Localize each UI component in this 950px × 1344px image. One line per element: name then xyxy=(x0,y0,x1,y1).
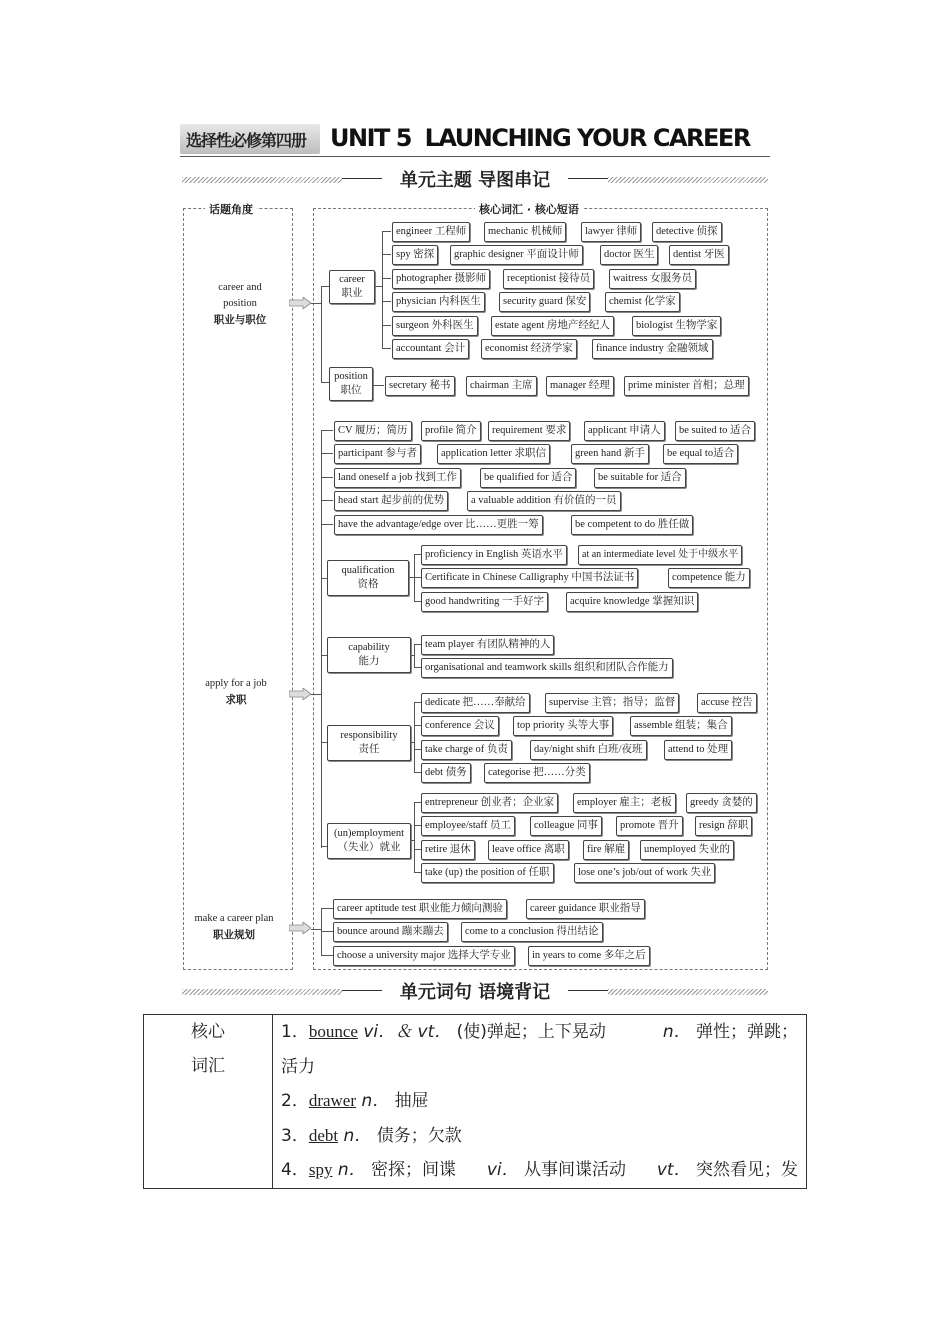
topic-career-plan xyxy=(184,911,284,944)
topic-en: career and position xyxy=(218,282,262,309)
vocab-item: have the advantage/edge over 比……更胜一筹 xyxy=(334,515,543,535)
vocab-item: organisational and teamwork skills 组织和团队合作能力 xyxy=(421,658,673,678)
vocab-item: categorise 把……分类 xyxy=(484,763,590,783)
vocab-item: resign 辞职 xyxy=(695,816,752,836)
vocab-entry: 1．bounce vi．＆ vt． (使)弹起；上下晃动 n． 弹性；弹跳； xyxy=(281,1022,798,1042)
vocab-table-label: 核心 词汇 xyxy=(144,1015,273,1189)
vocab-item: dentist 牙医 xyxy=(669,245,729,265)
vocab-item: colleague 同事 xyxy=(530,816,602,836)
vocab-item: team player 有团队精神的人 xyxy=(421,635,554,655)
vocab-item: good handwriting 一手好字 xyxy=(421,592,548,612)
vocab-table xyxy=(143,1014,807,1189)
vocab-item: profile 简介 xyxy=(421,421,481,441)
vocab-item: applicant 申请人 xyxy=(584,421,665,441)
vocab-item: career aptitude test 职业能力倾向测验 xyxy=(333,899,507,919)
section-heading-vocab xyxy=(182,980,768,1006)
vocab-item: competence 能力 xyxy=(668,568,750,588)
vocab-item: waitress 女服务员 xyxy=(609,269,696,289)
vocab-entry: 2．drawer n． 抽屉 xyxy=(281,1091,429,1111)
vocab-item: attend to 处理 xyxy=(664,740,732,760)
category-qualification: qualification 资格 xyxy=(327,560,409,596)
vocab-item: head start 起步前的优势 xyxy=(334,491,448,511)
topic-header: 话题角度 xyxy=(205,201,257,217)
vocab-item: unemployed 失业的 xyxy=(640,840,734,860)
section-title-vocab: 单元词句 语境背记 xyxy=(382,982,568,1003)
vocab-item: entrepreneur 创业者；企业家 xyxy=(421,793,558,813)
vocab-item: conference 会议 xyxy=(421,716,499,736)
vocab-item: employer 雇主；老板 xyxy=(573,793,676,813)
vocab-item: surgeon 外科医生 xyxy=(392,316,478,336)
unit-title: UNIT 5 LAUNCHING YOUR CAREER xyxy=(330,124,750,152)
vocab-item: be equal to适合 xyxy=(663,444,738,464)
vocab-item: manager 经理 xyxy=(546,376,614,396)
vocab-item: requirement 要求 xyxy=(488,421,570,441)
vocab-item: finance industry 金融领域 xyxy=(592,339,713,359)
category-employment: (un)employment （失业）就业 xyxy=(327,823,411,859)
vocab-item: land oneself a job 找到工作 xyxy=(334,468,461,488)
vocab-item: receptionist 接待员 xyxy=(503,269,594,289)
arrow-right-icon xyxy=(289,922,311,934)
vocab-item: fire 解雇 xyxy=(583,840,629,860)
book-label xyxy=(180,124,320,154)
vocab-item: Certificate in Chinese Calligraphy 中国书法证书 xyxy=(421,568,638,588)
vocab-item: be qualified for 适合 xyxy=(480,468,576,488)
vocab-item: be competent to do 胜任做 xyxy=(571,515,693,535)
topic-en: apply for a job xyxy=(205,678,267,689)
topic-zh: 求职 xyxy=(225,694,247,706)
vocab-item: engineer 工程师 xyxy=(392,222,470,242)
vocab-entry: 3．debt n． 债务；欠款 xyxy=(281,1125,462,1146)
vocab-item: promote 晋升 xyxy=(616,816,683,836)
vocab-item: a valuable addition 有价值的一员 xyxy=(467,491,621,511)
vocab-item: biologist 生物学家 xyxy=(632,316,721,336)
category-capability: capability 能力 xyxy=(327,637,411,673)
vocab-item: security guard 保安 xyxy=(499,292,590,312)
vocab-item: participant 参与者 xyxy=(334,444,421,464)
vocab-item: greedy 贪婪的 xyxy=(686,793,757,813)
vocab-item: photographer 摄影师 xyxy=(392,269,490,289)
topic-apply-job xyxy=(186,676,286,709)
topic-career-position xyxy=(190,280,290,329)
arrow-right-icon xyxy=(289,688,311,700)
vocab-item: day/night shift 白班/夜班 xyxy=(530,740,647,760)
vocab-item: chairman 主席 xyxy=(466,376,537,396)
vocab-entry-cont: 活力 xyxy=(281,1056,315,1077)
vocab-item: career guidance 职业指导 xyxy=(526,899,645,919)
vocab-item: prime minister 首相；总理 xyxy=(624,376,749,396)
vocab-item: lose one’s job/out of work 失业 xyxy=(574,863,715,883)
vocab-item: estate agent 房地产经纪人 xyxy=(491,316,614,336)
vocab-item: doctor 医生 xyxy=(600,245,658,265)
vocab-item: application letter 求职信 xyxy=(437,444,550,464)
vocab-item: assemble 组装；集合 xyxy=(630,716,732,736)
vocab-item: spy 密探 xyxy=(392,245,438,265)
vocab-item: accuse 控告 xyxy=(697,693,757,713)
vocab-item: take (up) the position of 任职 xyxy=(421,863,554,883)
vocab-item: acquire knowledge 掌握知识 xyxy=(566,592,698,612)
vocab-item: come to a conclusion 得出结论 xyxy=(461,922,603,942)
vocab-item: chemist 化学家 xyxy=(605,292,680,312)
vocab-item: dedicate 把……奉献给 xyxy=(421,693,530,713)
vocab-item: green hand 新手 xyxy=(571,444,649,464)
vocab-item: in years to come 多年之后 xyxy=(528,946,650,966)
vocab-item: be suitable for 适合 xyxy=(594,468,686,488)
vocab-entries xyxy=(273,1015,807,1189)
section-heading-mindmap xyxy=(182,168,768,194)
vocab-item: detective 侦探 xyxy=(652,222,722,242)
topic-zh: 职业规划 xyxy=(213,929,255,941)
vocab-item: lawyer 律师 xyxy=(581,222,641,242)
book-label-text: 选择性必修第四册 xyxy=(186,131,307,150)
category-career: career 职业 xyxy=(329,270,375,304)
vocab-item: debt 债务 xyxy=(421,763,471,783)
vocab-item: physician 内科医生 xyxy=(392,292,485,312)
vocab-item: employee/staff 员工 xyxy=(421,816,515,836)
vocab-item: leave office 离职 xyxy=(488,840,569,860)
category-responsibility: responsibility 责任 xyxy=(327,725,411,761)
vocab-item: mechanic 机械师 xyxy=(484,222,566,242)
vocab-item: CV 履历；简历 xyxy=(334,421,412,441)
vocab-item: choose a university major 选择大学专业 xyxy=(333,946,515,966)
vocab-item: at an intermediate level 处于中级水平 xyxy=(578,545,742,565)
topic-en: make a career plan xyxy=(194,913,274,924)
vocab-item: supervise 主管；指导；监督 xyxy=(545,693,679,713)
vocab-item: proficiency in English 英语水平 xyxy=(421,545,567,565)
arrow-right-icon xyxy=(289,297,311,309)
vocab-item: retire 退休 xyxy=(421,840,475,860)
category-position: position 职位 xyxy=(329,367,373,401)
vocab-item: top priority 头等大事 xyxy=(513,716,613,736)
section-title-mindmap: 单元主题 导图串记 xyxy=(382,170,568,191)
vocab-item: graphic designer 平面设计师 xyxy=(450,245,583,265)
vocab-header: 核心词汇 · 核心短语 xyxy=(475,201,583,217)
topic-zh: 职业与职位 xyxy=(213,314,267,326)
vocab-item: secretary 秘书 xyxy=(385,376,455,396)
vocab-item: economist 经济学家 xyxy=(481,339,577,359)
vocab-item: bounce around 蹦来蹦去 xyxy=(333,922,448,942)
vocab-entry: 4．spy n． 密探；间谍 vi． 从事间谍活动 vt． 突然看见；发 xyxy=(281,1160,798,1180)
header-rule xyxy=(180,156,770,157)
vocab-item: be suited to 适合 xyxy=(675,421,755,441)
vocab-item: accountant 会计 xyxy=(392,339,469,359)
vocab-item: take charge of 负责 xyxy=(421,740,512,760)
